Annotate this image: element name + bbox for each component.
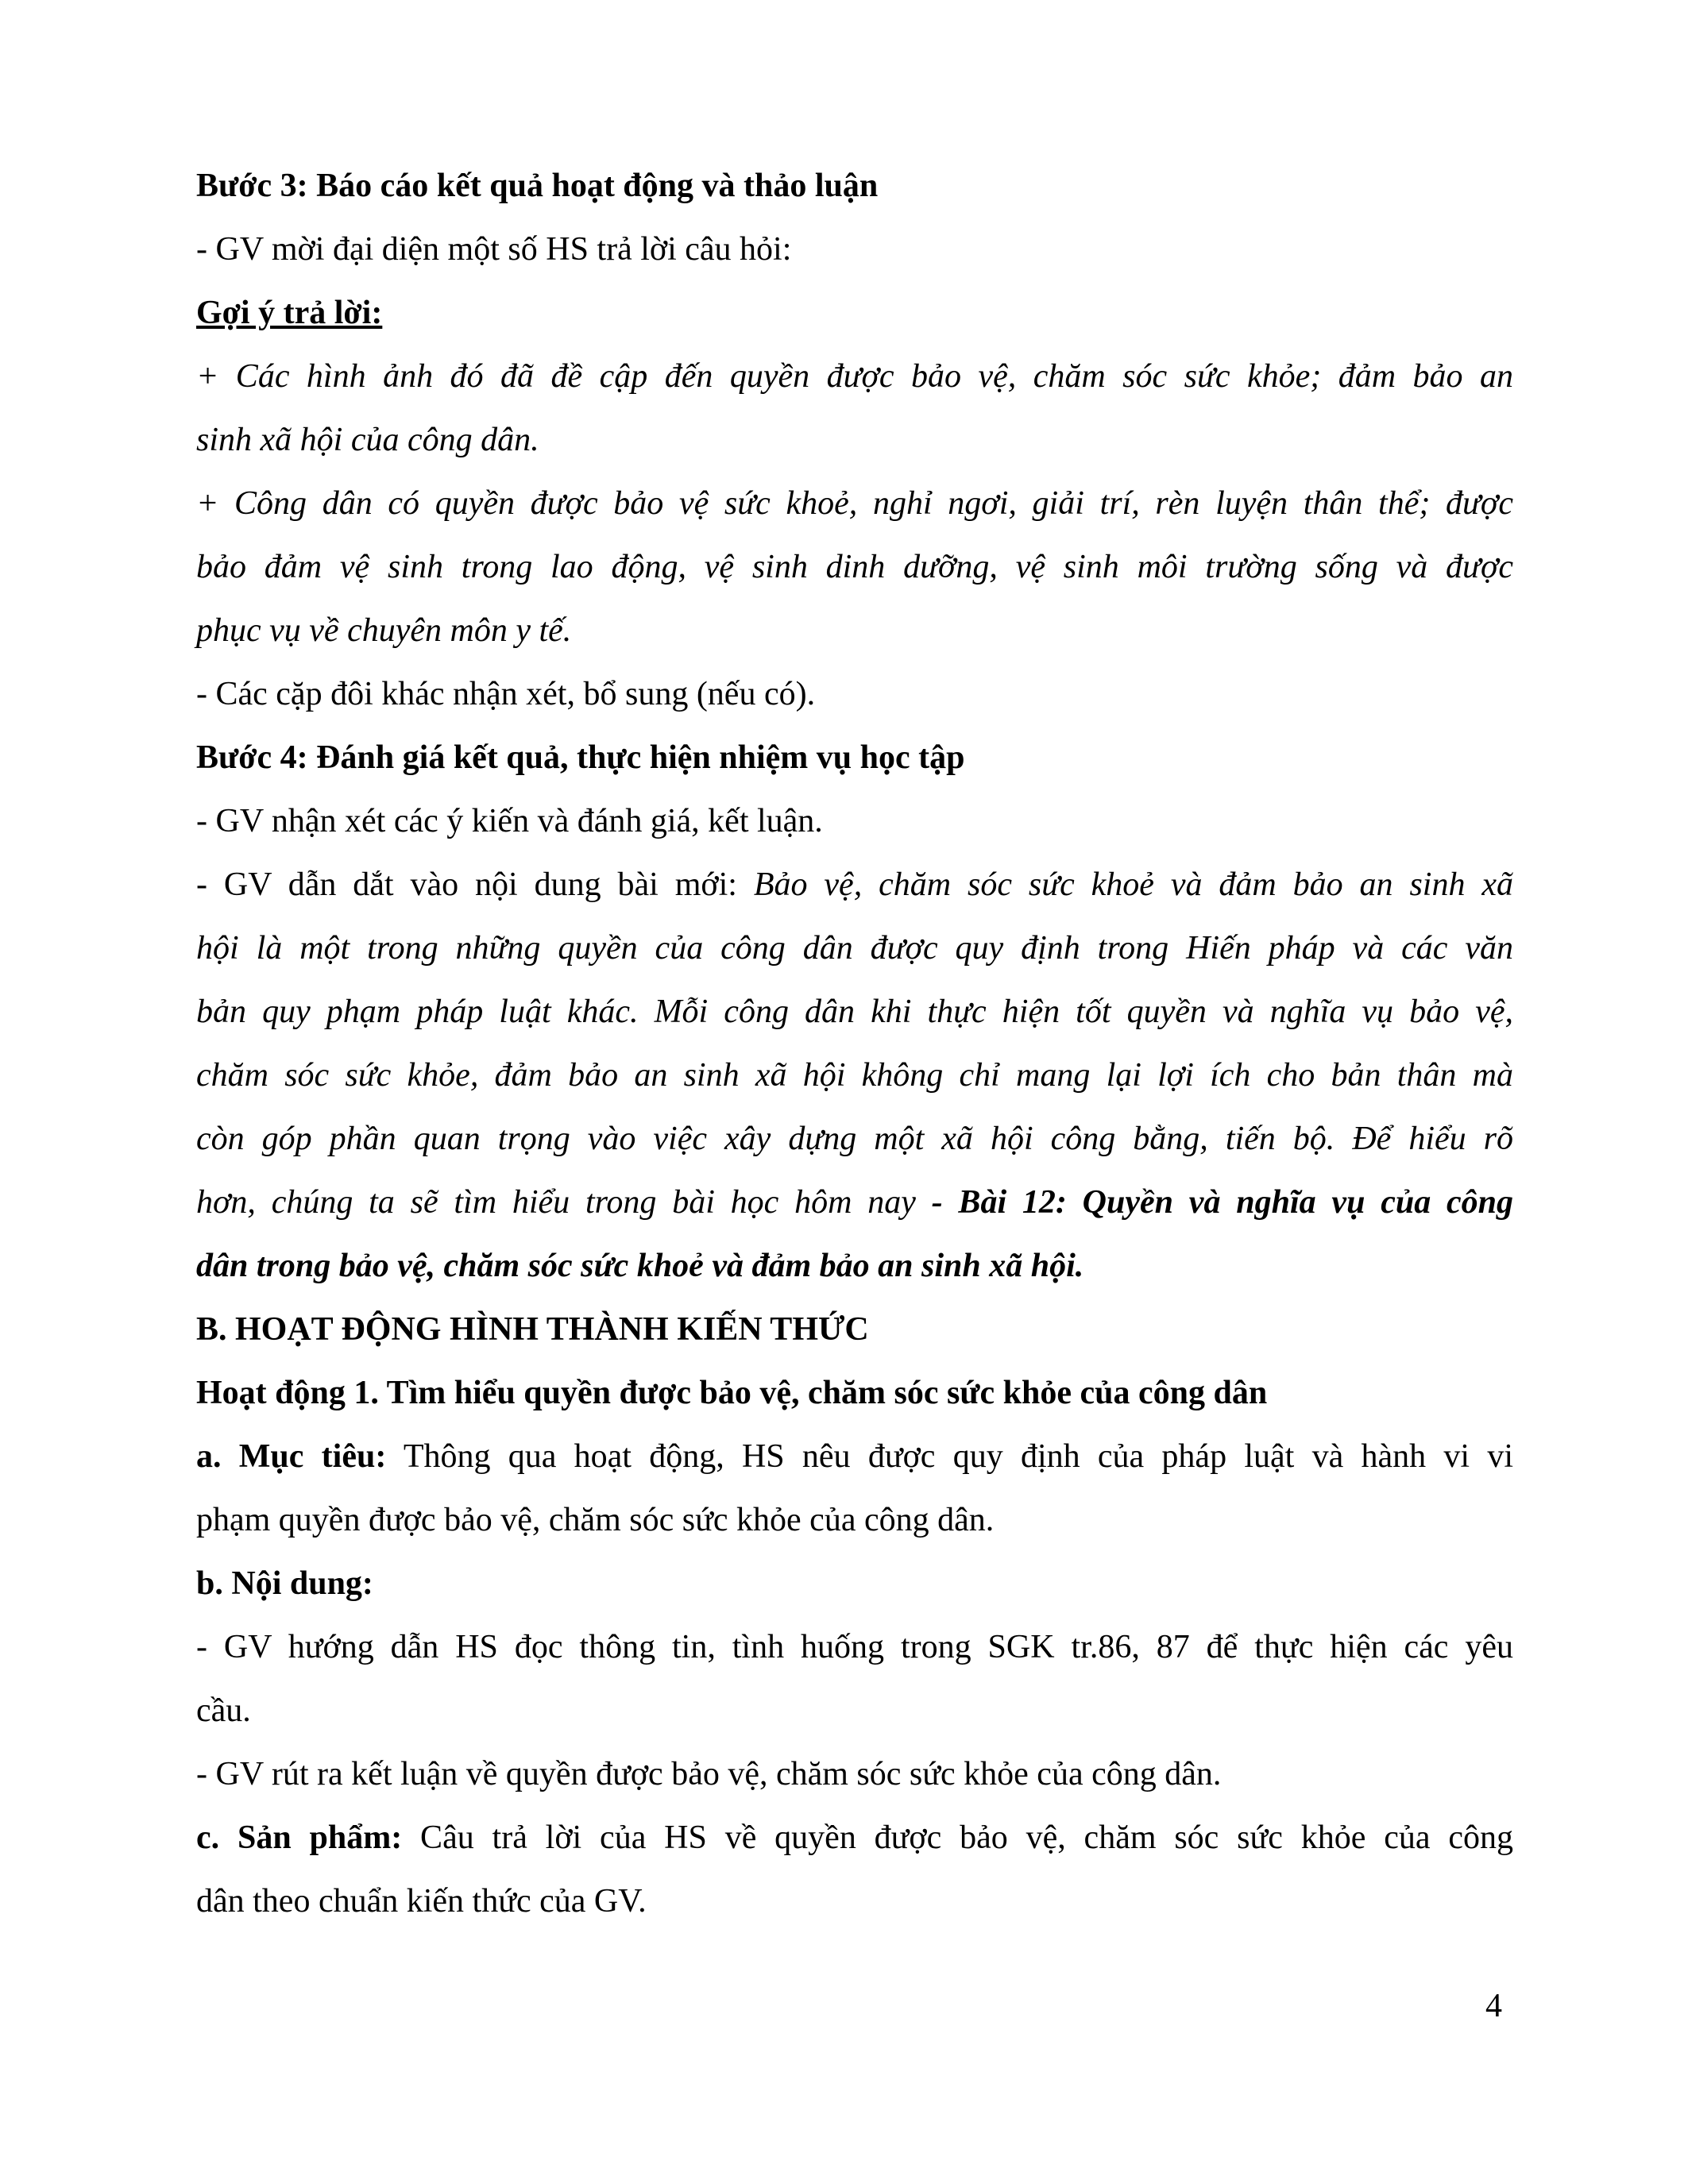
text-run: - Các cặp đôi khác nhận xét, bổ sung (nếu có). <box>196 676 816 712</box>
text-run: Hoạt động 1. Tìm hiểu quyền được bảo vệ, chăm sóc sức khỏe của công dân <box>196 1375 1268 1411</box>
text-run: phục vụ về chuyên môn y tế. <box>196 612 572 649</box>
text-line <box>196 1552 1513 1615</box>
text-run: dân theo chuẩn kiến thức của GV. <box>196 1883 647 1920</box>
text-line <box>196 789 1513 853</box>
text-run: - GV rút ra kết luận về quyền được bảo vệ, chăm sóc sức khỏe của công dân. <box>196 1756 1222 1792</box>
text-line <box>196 662 1513 726</box>
text-run: + Công dân có quyền được bảo vệ sức khoẻ, nghỉ ngơi, giải trí, rèn luyện thân thể; được <box>196 485 1513 522</box>
text-line <box>196 853 1513 916</box>
text-run: phạm quyền được bảo vệ, chăm sóc sức khỏe của công dân. <box>196 1502 995 1538</box>
text-line <box>196 154 1513 218</box>
text-line <box>196 1171 1513 1234</box>
text-line <box>196 1742 1513 1806</box>
text-line <box>196 408 1513 472</box>
text-run: Thông qua hoạt động, HS nêu được quy định của pháp luật và hành vi vi <box>386 1438 1513 1475</box>
text-run: Bảo vệ, chăm sóc sức khoẻ và đảm bảo an sinh xã <box>753 866 1514 903</box>
text-run: - GV hướng dẫn HS đọc thông tin, tình huống trong SGK tr.86, 87 để thực hiện các yêu <box>196 1629 1513 1665</box>
text-line <box>196 472 1513 535</box>
text-line <box>196 726 1513 789</box>
text-line <box>196 345 1513 408</box>
text-line <box>196 980 1513 1044</box>
text-line <box>196 281 1513 345</box>
text-run: - Bài 12: Quyền và nghĩa vụ của công <box>931 1184 1514 1221</box>
text-run: bản quy phạm pháp luật khác. Mỗi công dân khi thực hiện tốt quyền và nghĩa vụ bảo vệ, <box>196 994 1513 1030</box>
text-run: chăm sóc sức khỏe, đảm bảo an sinh xã hội không chỉ mang lại lợi ích cho bản thân mà <box>196 1057 1513 1094</box>
text-run: c. Sản phẩm: <box>196 1819 403 1856</box>
text-line <box>196 1425 1513 1488</box>
text-line <box>196 1806 1513 1870</box>
text-run: hội là một trong những quyền của công dân được quy định trong Hiến pháp và các văn <box>196 930 1513 967</box>
text-line <box>196 1361 1513 1425</box>
text-line <box>196 1298 1513 1361</box>
text-run: cầu. <box>196 1692 251 1729</box>
text-run: sinh xã hội của công dân. <box>196 422 539 458</box>
text-line <box>196 1870 1513 1933</box>
text-line <box>196 218 1513 281</box>
text-run: Câu trả lời của HS về quyền được bảo vệ, chăm sóc sức khỏe của công <box>402 1819 1513 1856</box>
text-run: - GV mời đại diện một số HS trả lời câu hỏi: <box>196 231 792 268</box>
text-line <box>196 916 1513 980</box>
text-run: bảo đảm vệ sinh trong lao động, vệ sinh dinh dưỡng, vệ sinh môi trường sống và được <box>196 549 1513 585</box>
text-line <box>196 1044 1513 1107</box>
text-run: Gợi ý trả lời: <box>196 295 383 331</box>
text-line <box>196 599 1513 662</box>
text-run: hơn, chúng ta sẽ tìm hiểu trong bài học hôm nay <box>196 1184 932 1221</box>
text-run: b. Nội dung: <box>196 1565 373 1602</box>
text-run: a. Mục tiêu: <box>196 1438 387 1475</box>
text-run: Bước 4: Đánh giá kết quả, thực hiện nhiệm vụ học tập <box>196 739 965 776</box>
text-run: + Các hình ảnh đó đã đề cập đến quyền được bảo vệ, chăm sóc sức khỏe; đảm bảo an <box>196 358 1513 395</box>
text-line <box>196 1107 1513 1171</box>
text-run: Bước 3: Báo cáo kết quả hoạt động và thảo luận <box>196 168 879 204</box>
text-run: còn góp phần quan trọng vào việc xây dựng một xã hội công bằng, tiến bộ. Để hiểu rõ <box>196 1121 1513 1157</box>
page-number: 4 <box>1485 1988 1502 2024</box>
text-line <box>196 1234 1513 1298</box>
text-run: B. HOẠT ĐỘNG HÌNH THÀNH KIẾN THỨC <box>196 1311 869 1348</box>
text-run: - GV nhận xét các ý kiến và đánh giá, kết luận. <box>196 803 823 839</box>
text-line <box>196 535 1513 599</box>
text-line <box>196 1615 1513 1679</box>
text-run: - GV dẫn dắt vào nội dung bài mới: <box>196 866 754 903</box>
text-line <box>196 1488 1513 1552</box>
text-run: dân trong bảo vệ, chăm sóc sức khoẻ và đảm bảo an sinh xã hội. <box>196 1248 1084 1284</box>
text-line <box>196 1679 1513 1742</box>
